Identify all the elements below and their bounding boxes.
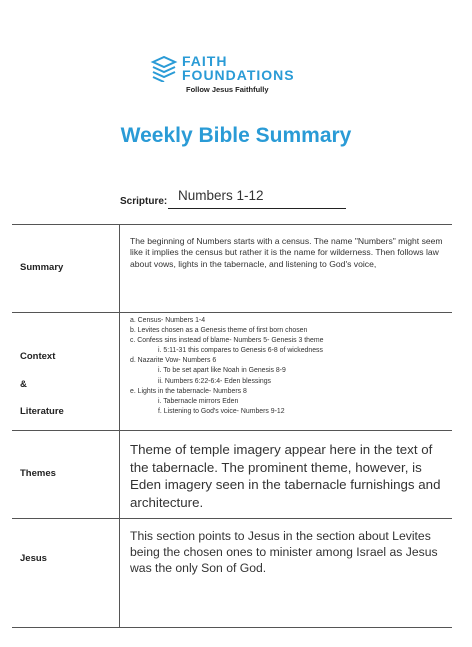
themes-text[interactable]: Theme of temple imagery appear here in the text of the tabernacle. The prominent theme, however, is Eden imagery seen in the tabernacle furnishings and architecture. <box>130 442 441 510</box>
column-divider <box>119 431 120 518</box>
scripture-field <box>120 188 360 210</box>
list-item: e. Lights in the tabernacle- Numbers 8 <box>130 387 247 395</box>
row-label-context: Context <box>20 351 56 362</box>
page-title: Weekly Bible Summary <box>120 124 352 147</box>
scripture-label: Scripture: <box>120 196 168 207</box>
row-label-summary: Summary <box>20 262 64 273</box>
table-row-summary <box>12 225 452 313</box>
scripture-value[interactable]: Numbers 1-12 <box>178 188 264 203</box>
list-item: f. Listening to God's voice- Numbers 9-12 <box>158 407 285 415</box>
row-label-jesus: Jesus <box>20 553 47 564</box>
list-item: a. Census- Numbers 1-4 <box>130 317 206 324</box>
list-item: ii. Numbers 6:22-6:4- Eden blessings <box>158 377 271 385</box>
list-item: i. To be set apart like Noah in Genesis 8-9 <box>158 367 286 375</box>
faith-foundations-logo <box>150 54 325 104</box>
table-row-context <box>12 313 452 431</box>
row-label-literature: Literature <box>20 406 64 417</box>
scripture-underline <box>168 208 346 209</box>
jesus-text[interactable]: This section points to Jesus in the section about Levites being the chosen ones to minister among Israel as Jesus was the only Son of God. <box>130 529 438 575</box>
summary-table <box>12 224 452 628</box>
column-divider <box>119 313 120 430</box>
list-item: i. Tabernacle mirrors Eden <box>158 397 239 405</box>
logo-brand-line1: FAITH <box>182 53 228 69</box>
list-item: d. Nazarite Vow- Numbers 6 <box>130 357 217 365</box>
table-row-themes <box>12 431 452 519</box>
list-item: b. Levites chosen as a Genesis theme of first born chosen <box>130 327 308 335</box>
summary-text[interactable]: The beginning of Numbers starts with a census. The name "Numbers" might seem like it implies the census but rather it is the name for wilderness. Then follows law about vows, lights in the tabernacle, and listening to God's voice, <box>130 236 443 269</box>
row-label-themes: Themes <box>20 468 56 479</box>
list-item: c. Confess sins instead of blame- Numbers 5- Genesis 3 theme <box>130 337 324 345</box>
logo-brand-line2: FOUNDATIONS <box>182 67 295 83</box>
context-list[interactable] <box>130 316 444 417</box>
column-divider <box>119 519 120 627</box>
column-divider <box>119 225 120 312</box>
list-item: i. 5:11-31 this compares to Genesis 6-8 of wickedness <box>158 347 323 355</box>
book-stack-icon <box>150 56 178 87</box>
logo-tagline: Follow Jesus Faithfully <box>186 85 269 94</box>
row-label-ampersand: & <box>20 379 27 390</box>
table-row-jesus <box>12 519 452 628</box>
